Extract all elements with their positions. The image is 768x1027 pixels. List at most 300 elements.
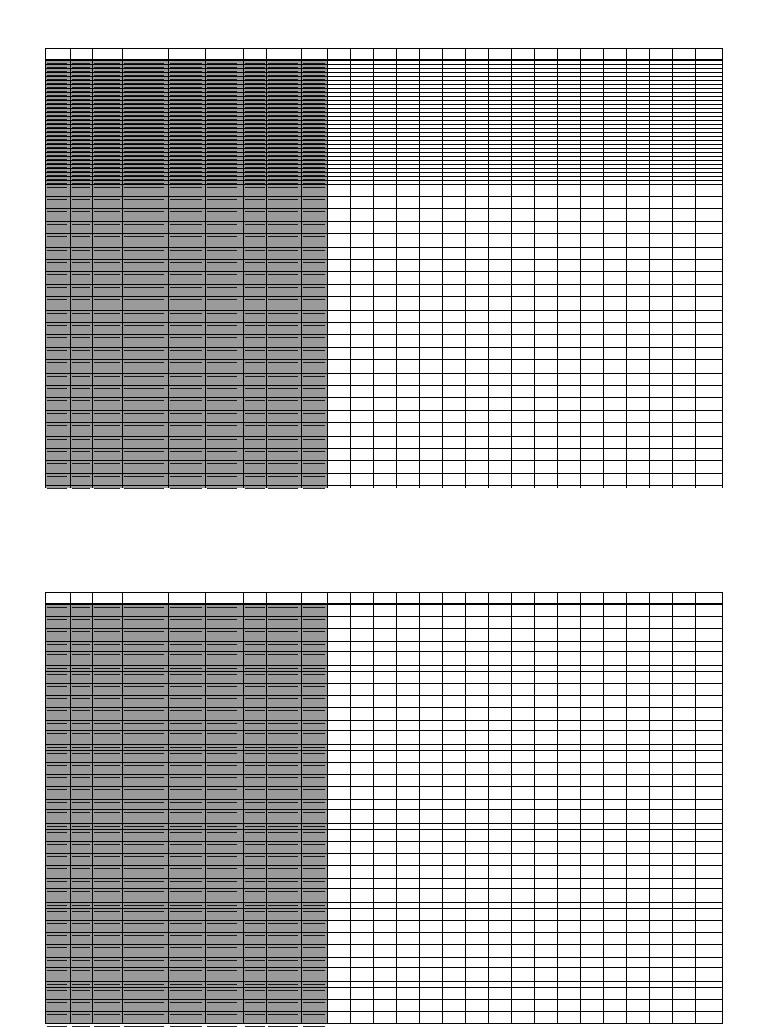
cell-text-stroke <box>124 362 164 363</box>
cell-text-stroke <box>245 789 265 790</box>
cell-text-stroke <box>303 199 325 200</box>
row-rule <box>45 422 723 423</box>
cell-text-stroke <box>72 1014 90 1015</box>
cell-text-stroke <box>268 710 298 711</box>
cell-text-stroke <box>94 362 120 363</box>
row-rule <box>45 144 723 145</box>
cell-text-stroke <box>94 844 120 845</box>
cell-text-stroke <box>207 451 237 452</box>
row-rule <box>45 259 723 260</box>
cell-text-stroke <box>303 425 325 426</box>
cell-text-stroke <box>268 668 298 669</box>
cell-text-stroke <box>47 425 67 426</box>
cell-text-stroke <box>303 262 325 263</box>
cell-text-stroke <box>245 990 265 991</box>
cell-text-stroke <box>47 313 67 314</box>
cell-text-stroke <box>47 350 67 351</box>
cell-text-stroke <box>245 674 265 675</box>
cell-text-stroke <box>207 668 237 669</box>
cell-text-stroke <box>170 812 202 813</box>
cell-text-stroke <box>47 698 67 699</box>
cell-text-stroke <box>268 262 298 263</box>
header-row <box>45 48 723 60</box>
row-rule <box>45 160 723 161</box>
column-rule <box>373 592 374 1024</box>
cell-text-stroke <box>47 868 67 869</box>
cell-text-stroke <box>72 250 90 251</box>
cell-text-stroke <box>170 607 202 608</box>
cell-text-stroke <box>124 970 164 971</box>
cell-text-stroke <box>303 631 325 632</box>
cell-text-stroke <box>170 199 202 200</box>
cell-text-stroke <box>245 224 265 225</box>
cell-text-stroke <box>47 607 67 608</box>
cell-text-stroke <box>207 844 237 845</box>
cell-text-stroke <box>47 802 67 803</box>
cell-text-stroke <box>124 753 164 754</box>
cell-text-stroke <box>170 476 202 477</box>
cell-text-stroke <box>124 710 164 711</box>
cell-text-stroke <box>207 425 237 426</box>
cell-text-stroke <box>72 350 90 351</box>
cell-text-stroke <box>124 476 164 477</box>
row-rule <box>45 809 723 810</box>
cell-text-stroke <box>94 826 120 827</box>
row-rule <box>45 902 723 903</box>
cell-text-stroke <box>207 856 237 857</box>
row-rule <box>45 651 723 652</box>
cell-text-stroke <box>72 287 90 288</box>
cell-text-stroke <box>207 250 237 251</box>
cell-text-stroke <box>303 388 325 389</box>
cell-text-stroke <box>170 236 202 237</box>
cell-text-stroke <box>47 832 67 833</box>
cell-text-stroke <box>72 698 90 699</box>
cell-text-stroke <box>94 710 120 711</box>
row-rule <box>45 957 723 958</box>
cell-text-stroke <box>303 970 325 971</box>
cell-text-stroke <box>207 654 237 655</box>
cell-text-stroke <box>47 325 67 326</box>
row-rule <box>45 397 723 398</box>
cell-text-stroke <box>72 881 90 882</box>
cell-text-stroke <box>245 710 265 711</box>
cell-text-stroke <box>94 923 120 924</box>
cell-text-stroke <box>207 488 237 489</box>
cell-text-stroke <box>72 362 90 363</box>
column-rule <box>695 592 696 1024</box>
cell-text-stroke <box>72 236 90 237</box>
cell-text-stroke <box>303 463 325 464</box>
cell-text-stroke <box>268 856 298 857</box>
cell-text-stroke <box>94 274 120 275</box>
row-rule <box>45 92 723 93</box>
cell-text-stroke <box>207 733 237 734</box>
cell-text-stroke <box>170 960 202 961</box>
row-rule <box>45 233 723 234</box>
cell-text-stroke <box>94 644 120 645</box>
cell-text-stroke <box>245 826 265 827</box>
cell-text-stroke <box>170 337 202 338</box>
column-rule <box>327 592 328 1024</box>
cell-text-stroke <box>170 362 202 363</box>
cell-text-stroke <box>72 753 90 754</box>
cell-text-stroke <box>245 868 265 869</box>
cell-text-stroke <box>245 187 265 188</box>
cell-text-stroke <box>268 970 298 971</box>
cell-text-stroke <box>245 984 265 985</box>
cell-text-stroke <box>47 362 67 363</box>
cell-text-stroke <box>303 400 325 401</box>
cell-text-stroke <box>47 777 67 778</box>
cell-text-stroke <box>47 400 67 401</box>
cell-text-stroke <box>245 733 265 734</box>
cell-text-stroke <box>207 325 237 326</box>
cell-text-stroke <box>303 362 325 363</box>
cell-text-stroke <box>124 224 164 225</box>
cell-text-stroke <box>94 211 120 212</box>
cell-text-stroke <box>268 990 298 991</box>
cell-text-stroke <box>47 413 67 414</box>
cell-text-stroke <box>268 463 298 464</box>
row-rule <box>45 84 723 85</box>
cell-text-stroke <box>47 644 67 645</box>
cell-text-stroke <box>268 1014 298 1015</box>
cell-text-stroke <box>72 723 90 724</box>
cell-text-stroke <box>72 868 90 869</box>
cell-text-stroke <box>245 644 265 645</box>
cell-text-stroke <box>303 747 325 748</box>
row-rule <box>45 124 723 125</box>
cell-text-stroke <box>303 274 325 275</box>
row-rule <box>45 671 723 672</box>
cell-text-stroke <box>207 337 237 338</box>
cell-text-stroke <box>268 224 298 225</box>
cell-text-stroke <box>94 668 120 669</box>
cell-text-stroke <box>47 337 67 338</box>
cell-text-stroke <box>303 812 325 813</box>
cell-text-stroke <box>47 654 67 655</box>
row-rule <box>45 829 723 830</box>
cell-text-stroke <box>94 325 120 326</box>
cell-text-stroke <box>47 911 67 912</box>
cell-text-stroke <box>245 299 265 300</box>
cell-text-stroke <box>72 668 90 669</box>
cell-text-stroke <box>245 236 265 237</box>
row-rule <box>45 385 723 386</box>
cell-text-stroke <box>124 425 164 426</box>
row-rule <box>45 76 723 77</box>
cell-text-stroke <box>47 224 67 225</box>
cell-text-stroke <box>94 747 120 748</box>
cell-text-stroke <box>170 654 202 655</box>
cell-text-stroke <box>245 376 265 377</box>
cell-text-stroke <box>124 668 164 669</box>
cell-text-stroke <box>94 299 120 300</box>
cell-text-stroke <box>207 891 237 892</box>
cell-text-stroke <box>170 299 202 300</box>
row-rule <box>45 665 723 666</box>
cell-text-stroke <box>170 619 202 620</box>
cell-text-stroke <box>170 698 202 699</box>
cell-text-stroke <box>303 686 325 687</box>
row-rule <box>45 152 723 153</box>
cell-text-stroke <box>207 723 237 724</box>
cell-text-stroke <box>94 199 120 200</box>
cell-text-stroke <box>207 905 237 906</box>
row-rule <box>45 981 723 982</box>
cell-text-stroke <box>170 376 202 377</box>
cell-text-stroke <box>303 905 325 906</box>
cell-text-stroke <box>268 376 298 377</box>
cell-text-stroke <box>268 1002 298 1003</box>
cell-text-stroke <box>170 325 202 326</box>
cell-text-stroke <box>47 476 67 477</box>
cell-text-stroke <box>94 313 120 314</box>
cell-text-stroke <box>268 439 298 440</box>
cell-text-stroke <box>303 832 325 833</box>
column-rule <box>534 592 535 1024</box>
cell-text-stroke <box>72 990 90 991</box>
cell-text-stroke <box>245 488 265 489</box>
cell-text-stroke <box>207 812 237 813</box>
cell-text-stroke <box>124 187 164 188</box>
cell-text-stroke <box>245 199 265 200</box>
cell-text-stroke <box>245 698 265 699</box>
cell-text-stroke <box>303 947 325 948</box>
cell-text-stroke <box>303 250 325 251</box>
cell-text-stroke <box>245 891 265 892</box>
cell-text-stroke <box>245 262 265 263</box>
cell-text-stroke <box>170 856 202 857</box>
column-rule <box>301 592 302 1024</box>
cell-text-stroke <box>47 631 67 632</box>
cell-text-stroke <box>47 935 67 936</box>
cell-text-stroke <box>170 413 202 414</box>
cell-text-stroke <box>268 654 298 655</box>
cell-text-stroke <box>124 211 164 212</box>
cell-text-stroke <box>124 747 164 748</box>
column-rule <box>92 592 93 1024</box>
cell-text-stroke <box>124 388 164 389</box>
cell-text-stroke <box>47 668 67 669</box>
cell-text-stroke <box>303 619 325 620</box>
cell-text-stroke <box>170 844 202 845</box>
cell-text-stroke <box>207 789 237 790</box>
cell-text-stroke <box>245 753 265 754</box>
cell-text-stroke <box>94 350 120 351</box>
cell-text-stroke <box>72 856 90 857</box>
row-rule <box>45 460 723 461</box>
cell-text-stroke <box>268 488 298 489</box>
cell-text-stroke <box>207 400 237 401</box>
cell-text-stroke <box>124 313 164 314</box>
cell-text-stroke <box>94 1014 120 1015</box>
cell-text-stroke <box>303 674 325 675</box>
cell-text-stroke <box>268 789 298 790</box>
cell-text-stroke <box>170 488 202 489</box>
cell-text-stroke <box>268 250 298 251</box>
cell-text-stroke <box>303 698 325 699</box>
cell-text-stroke <box>124 337 164 338</box>
cell-text-stroke <box>72 970 90 971</box>
cell-text-stroke <box>245 881 265 882</box>
cell-text-stroke <box>303 844 325 845</box>
cell-text-stroke <box>94 413 120 414</box>
cell-text-stroke <box>124 844 164 845</box>
cell-text-stroke <box>268 960 298 961</box>
cell-text-stroke <box>94 236 120 237</box>
row-rule <box>45 196 723 197</box>
row-rule <box>45 176 723 177</box>
cell-text-stroke <box>303 984 325 985</box>
cell-text-stroke <box>94 891 120 892</box>
cell-text-stroke <box>124 325 164 326</box>
cell-text-stroke <box>303 313 325 314</box>
cell-text-stroke <box>303 211 325 212</box>
row-rule <box>45 132 723 133</box>
row-rule <box>45 823 723 824</box>
cell-text-stroke <box>47 765 67 766</box>
cell-text-stroke <box>47 984 67 985</box>
cell-text-stroke <box>245 463 265 464</box>
cell-text-stroke <box>207 1002 237 1003</box>
cell-text-stroke <box>245 211 265 212</box>
cell-text-stroke <box>303 789 325 790</box>
cell-text-stroke <box>170 723 202 724</box>
row-rule <box>45 120 723 121</box>
cell-text-stroke <box>207 802 237 803</box>
cell-text-stroke <box>303 891 325 892</box>
row-rule <box>45 841 723 842</box>
column-rule <box>70 592 71 1024</box>
cell-text-stroke <box>268 765 298 766</box>
cell-text-stroke <box>47 299 67 300</box>
cell-text-stroke <box>94 224 120 225</box>
cell-text-stroke <box>207 313 237 314</box>
cell-text-stroke <box>303 350 325 351</box>
cell-text-stroke <box>268 362 298 363</box>
cell-text-stroke <box>170 674 202 675</box>
cell-text-stroke <box>207 868 237 869</box>
row-rule <box>45 720 723 721</box>
cell-text-stroke <box>124 1002 164 1003</box>
column-rule <box>580 592 581 1024</box>
column-rule <box>45 592 46 1024</box>
cell-text-stroke <box>268 350 298 351</box>
cell-text-stroke <box>207 376 237 377</box>
cell-text-stroke <box>124 947 164 948</box>
row-rule <box>45 148 723 149</box>
cell-text-stroke <box>124 463 164 464</box>
row-rule <box>45 128 723 129</box>
cell-text-stroke <box>72 644 90 645</box>
cell-text-stroke <box>207 199 237 200</box>
cell-text-stroke <box>303 439 325 440</box>
cell-text-stroke <box>72 476 90 477</box>
cell-text-stroke <box>94 970 120 971</box>
row-rule <box>45 853 723 854</box>
row-rule <box>45 88 723 89</box>
column-rule <box>488 592 489 1024</box>
row-rule <box>45 604 723 605</box>
cell-text-stroke <box>170 644 202 645</box>
cell-text-stroke <box>207 236 237 237</box>
row-rule <box>45 762 723 763</box>
row-rule <box>45 730 723 731</box>
cell-text-stroke <box>245 723 265 724</box>
cell-text-stroke <box>268 753 298 754</box>
cell-text-stroke <box>207 777 237 778</box>
cell-text-stroke <box>47 199 67 200</box>
row-rule <box>45 616 723 617</box>
cell-text-stroke <box>94 388 120 389</box>
cell-text-stroke <box>268 274 298 275</box>
cell-text-stroke <box>170 802 202 803</box>
cell-text-stroke <box>303 856 325 857</box>
cell-text-stroke <box>303 488 325 489</box>
row-rule <box>45 473 723 474</box>
cell-text-stroke <box>94 476 120 477</box>
cell-text-stroke <box>207 619 237 620</box>
cell-text-stroke <box>268 868 298 869</box>
cell-text-stroke <box>207 747 237 748</box>
cell-text-stroke <box>124 960 164 961</box>
row-rule <box>45 799 723 800</box>
cell-text-stroke <box>124 250 164 251</box>
row-rule <box>45 164 723 165</box>
row-rule <box>45 180 723 181</box>
cell-text-stroke <box>207 644 237 645</box>
row-rule <box>45 641 723 642</box>
cell-text-stroke <box>72 439 90 440</box>
cell-text-stroke <box>245 350 265 351</box>
cell-text-stroke <box>245 832 265 833</box>
column-rule <box>626 592 627 1024</box>
cell-text-stroke <box>245 631 265 632</box>
cell-text-stroke <box>47 947 67 948</box>
cell-text-stroke <box>268 236 298 237</box>
cell-text-stroke <box>47 287 67 288</box>
cell-text-stroke <box>245 619 265 620</box>
cell-text-stroke <box>170 868 202 869</box>
cell-text-stroke <box>124 984 164 985</box>
cell-text-stroke <box>94 723 120 724</box>
cell-text-stroke <box>268 619 298 620</box>
cell-text-stroke <box>94 674 120 675</box>
cell-text-stroke <box>268 935 298 936</box>
cell-text-stroke <box>124 631 164 632</box>
cell-text-stroke <box>268 826 298 827</box>
row-rule <box>45 80 723 81</box>
cell-text-stroke <box>47 905 67 906</box>
column-rule <box>205 592 206 1024</box>
row-rule <box>45 410 723 411</box>
cell-text-stroke <box>303 187 325 188</box>
column-rule <box>419 592 420 1024</box>
cell-text-stroke <box>268 698 298 699</box>
cell-text-stroke <box>94 765 120 766</box>
cell-text-stroke <box>245 812 265 813</box>
cell-text-stroke <box>303 923 325 924</box>
cell-text-stroke <box>170 905 202 906</box>
cell-text-stroke <box>94 753 120 754</box>
cell-text-stroke <box>72 313 90 314</box>
cell-text-stroke <box>170 891 202 892</box>
cell-text-stroke <box>124 911 164 912</box>
cell-text-stroke <box>170 947 202 948</box>
cell-text-stroke <box>72 224 90 225</box>
